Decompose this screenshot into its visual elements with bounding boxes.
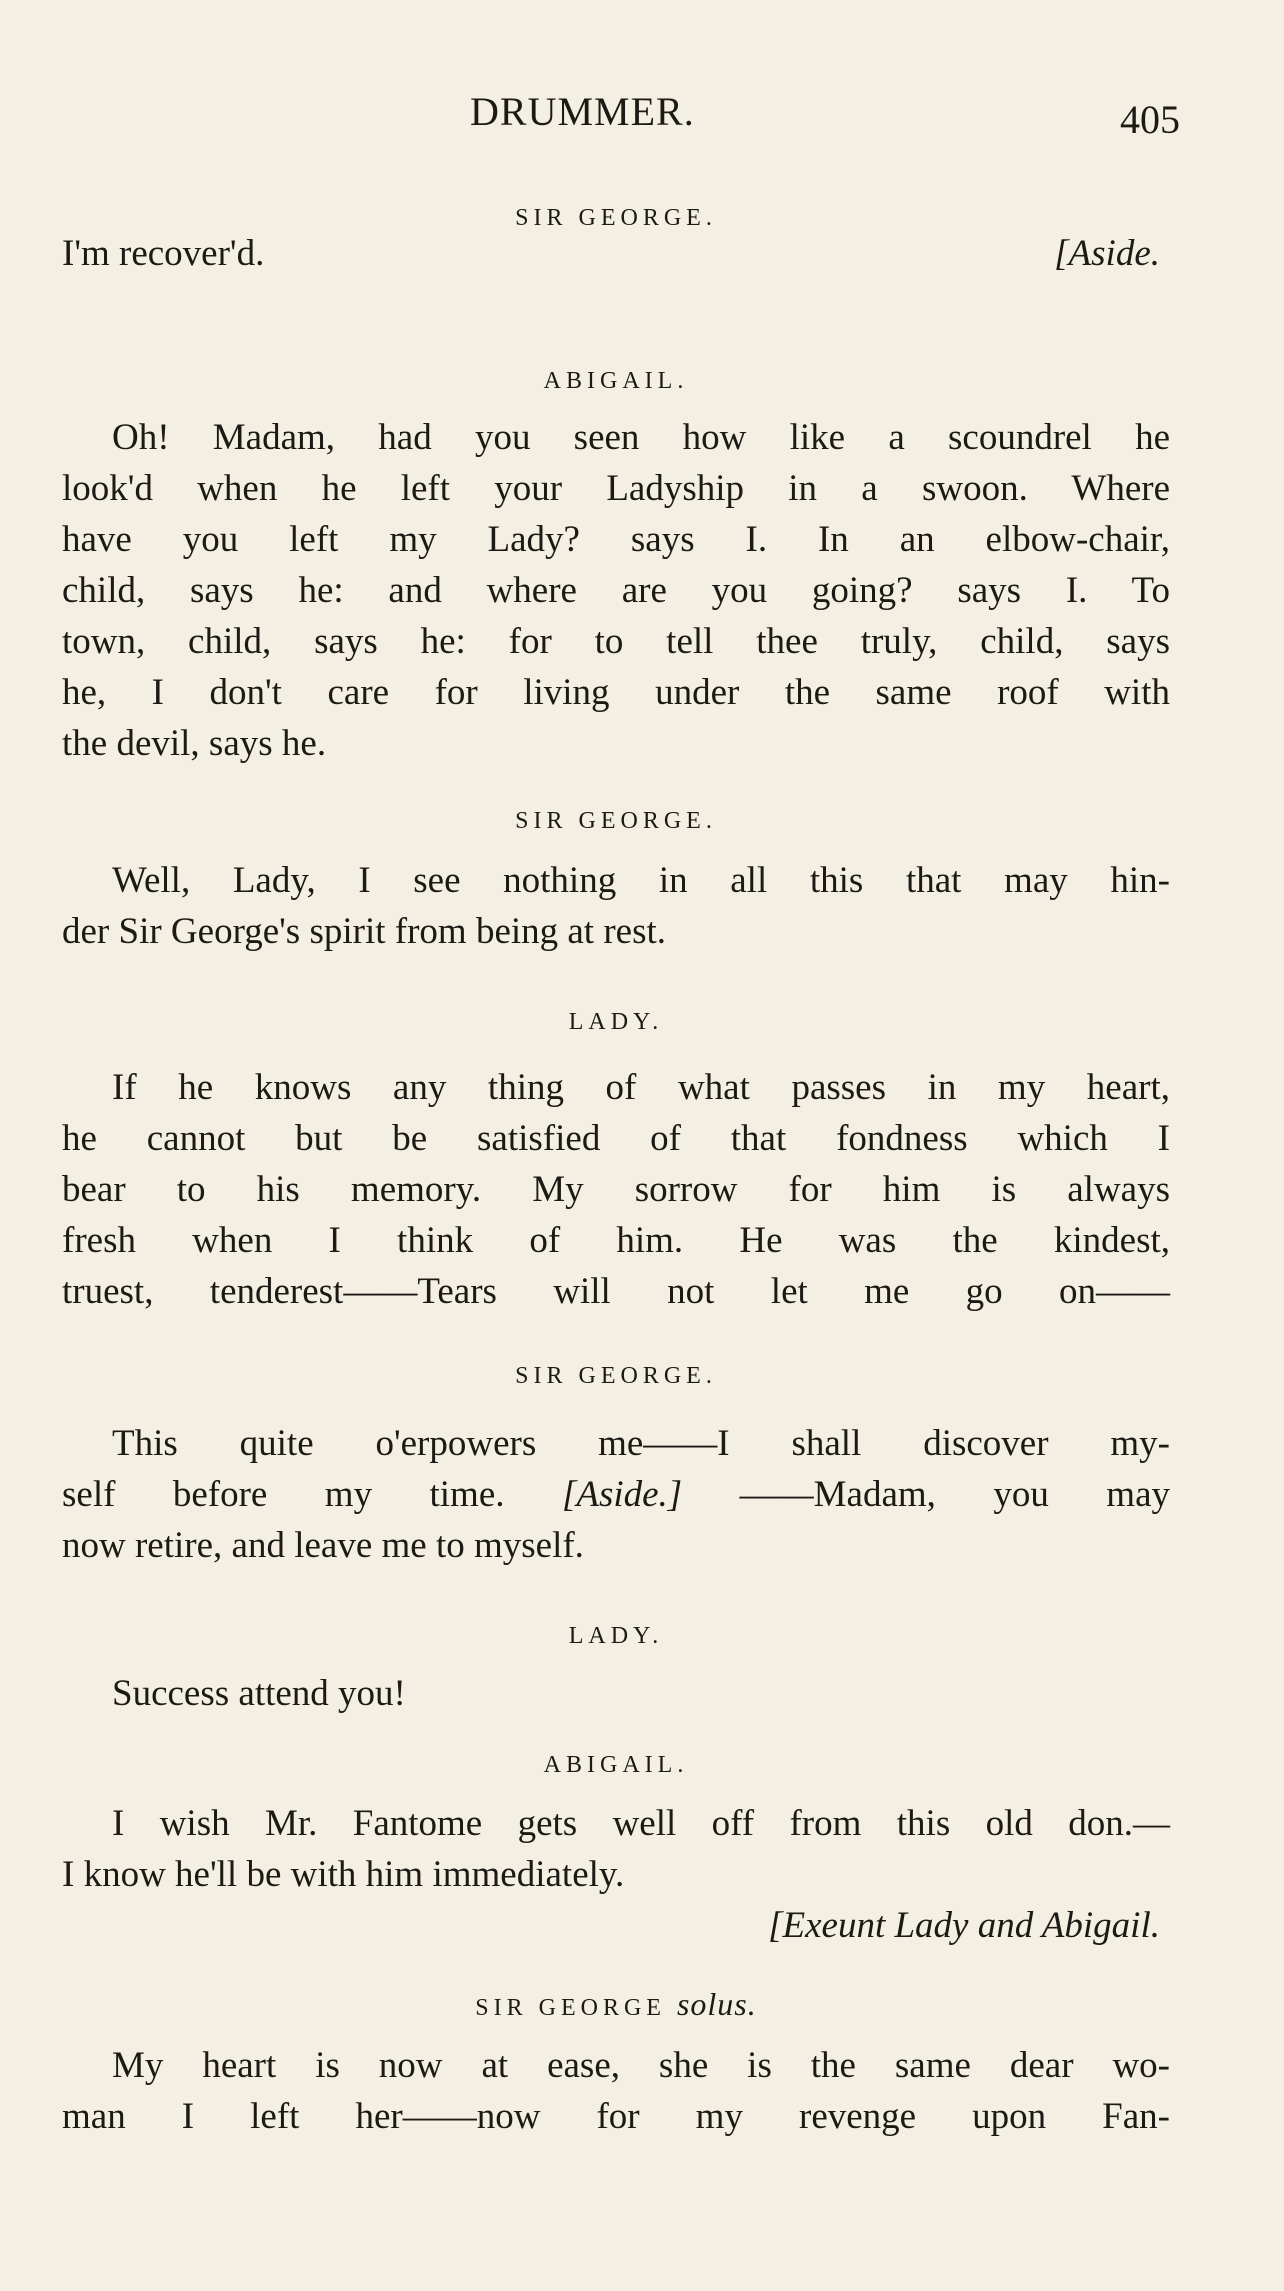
speech-line <box>62 1469 1170 1520</box>
speech <box>62 1418 1170 1571</box>
aside-direction: [Aside.] <box>561 1474 683 1515</box>
speech-line: Oh! Madam, had you seen how like a scoundrel he <box>112 417 1170 458</box>
speech <box>62 1062 1170 1317</box>
speech-line: he, I don't care for living under the same roof with <box>62 672 1170 713</box>
speech <box>62 1798 1170 1951</box>
speech-line: town, child, says he: for to tell thee truly, child, says <box>62 621 1170 662</box>
speech <box>62 228 1170 279</box>
speech-line: I wish Mr. Fantome gets well off from this old don.— <box>112 1803 1170 1844</box>
speech-line: fresh when I think of him. He was the kindest, <box>62 1220 1170 1261</box>
speech <box>62 2040 1170 2142</box>
stage-direction: [Aside. <box>1054 233 1160 274</box>
speaker-name: SIR GEORGE <box>475 1995 666 2021</box>
speech-line: bear to his memory. My sorrow for him is always <box>62 1169 1170 1210</box>
speech-line: My heart is now at ease, she is the same dear wo- <box>112 2045 1170 2086</box>
stage-direction: [Exeunt Lady and Abigail. <box>768 1905 1160 1946</box>
speech-line: he cannot but be satisfied of that fondness which I <box>62 1118 1170 1159</box>
speech-line: child, says he: and where are you going? says I. To <box>62 570 1170 611</box>
speech-line: look'd when he left your Ladyship in a swoon. Where <box>62 468 1170 509</box>
speech-line: Success attend you! <box>112 1673 406 1714</box>
speech-line: If he knows any thing of what passes in my heart, <box>112 1067 1170 1108</box>
speech-line: der Sir George's spirit from being at rest. <box>62 911 667 952</box>
speech-text: I'm recover'd. <box>62 233 265 274</box>
speech-text: self before my time. <box>62 1474 505 1515</box>
speech <box>62 855 1170 957</box>
speaker-heading <box>62 1986 1170 2023</box>
speech-line <box>62 228 1170 279</box>
speech-line: man I left her——now for my revenge upon Fan- <box>62 2096 1170 2137</box>
speech-line: have you left my Lady? says I. In an elbow-chair, <box>62 519 1170 560</box>
stage-direction-line <box>62 1900 1170 1951</box>
speech-line: now retire, and leave me to myself. <box>62 1525 584 1566</box>
running-title: DRUMMER. <box>470 89 695 134</box>
speech <box>62 412 1170 769</box>
speech-line: the devil, says he. <box>62 723 327 764</box>
speech-line: I know he'll be with him immediately. <box>62 1854 625 1895</box>
page-number: 405 <box>1120 97 1180 142</box>
speech-line: This quite o'erpowers me——I shall discover my- <box>112 1423 1170 1464</box>
speaker-name: ABIGAIL. <box>543 1752 689 1778</box>
speaker-name: LADY. <box>568 1623 664 1649</box>
speaker-name: SIR GEORGE. <box>515 808 717 834</box>
speech <box>62 1668 1170 1719</box>
running-head <box>470 88 1190 148</box>
speaker-name: LADY. <box>568 1009 664 1035</box>
speaker-suffix: solus. <box>676 1986 757 2022</box>
speaker-name: ABIGAIL. <box>543 368 689 394</box>
speaker-name: SIR GEORGE. <box>515 1363 717 1389</box>
speech-line: Well, Lady, I see nothing in all this that may hin- <box>112 860 1170 901</box>
speech-line: truest, tenderest——Tears will not let me go on—— <box>62 1271 1170 1312</box>
speaker-name: SIR GEORGE. <box>515 205 717 231</box>
speech-text: ——Madam, you may <box>739 1474 1170 1515</box>
